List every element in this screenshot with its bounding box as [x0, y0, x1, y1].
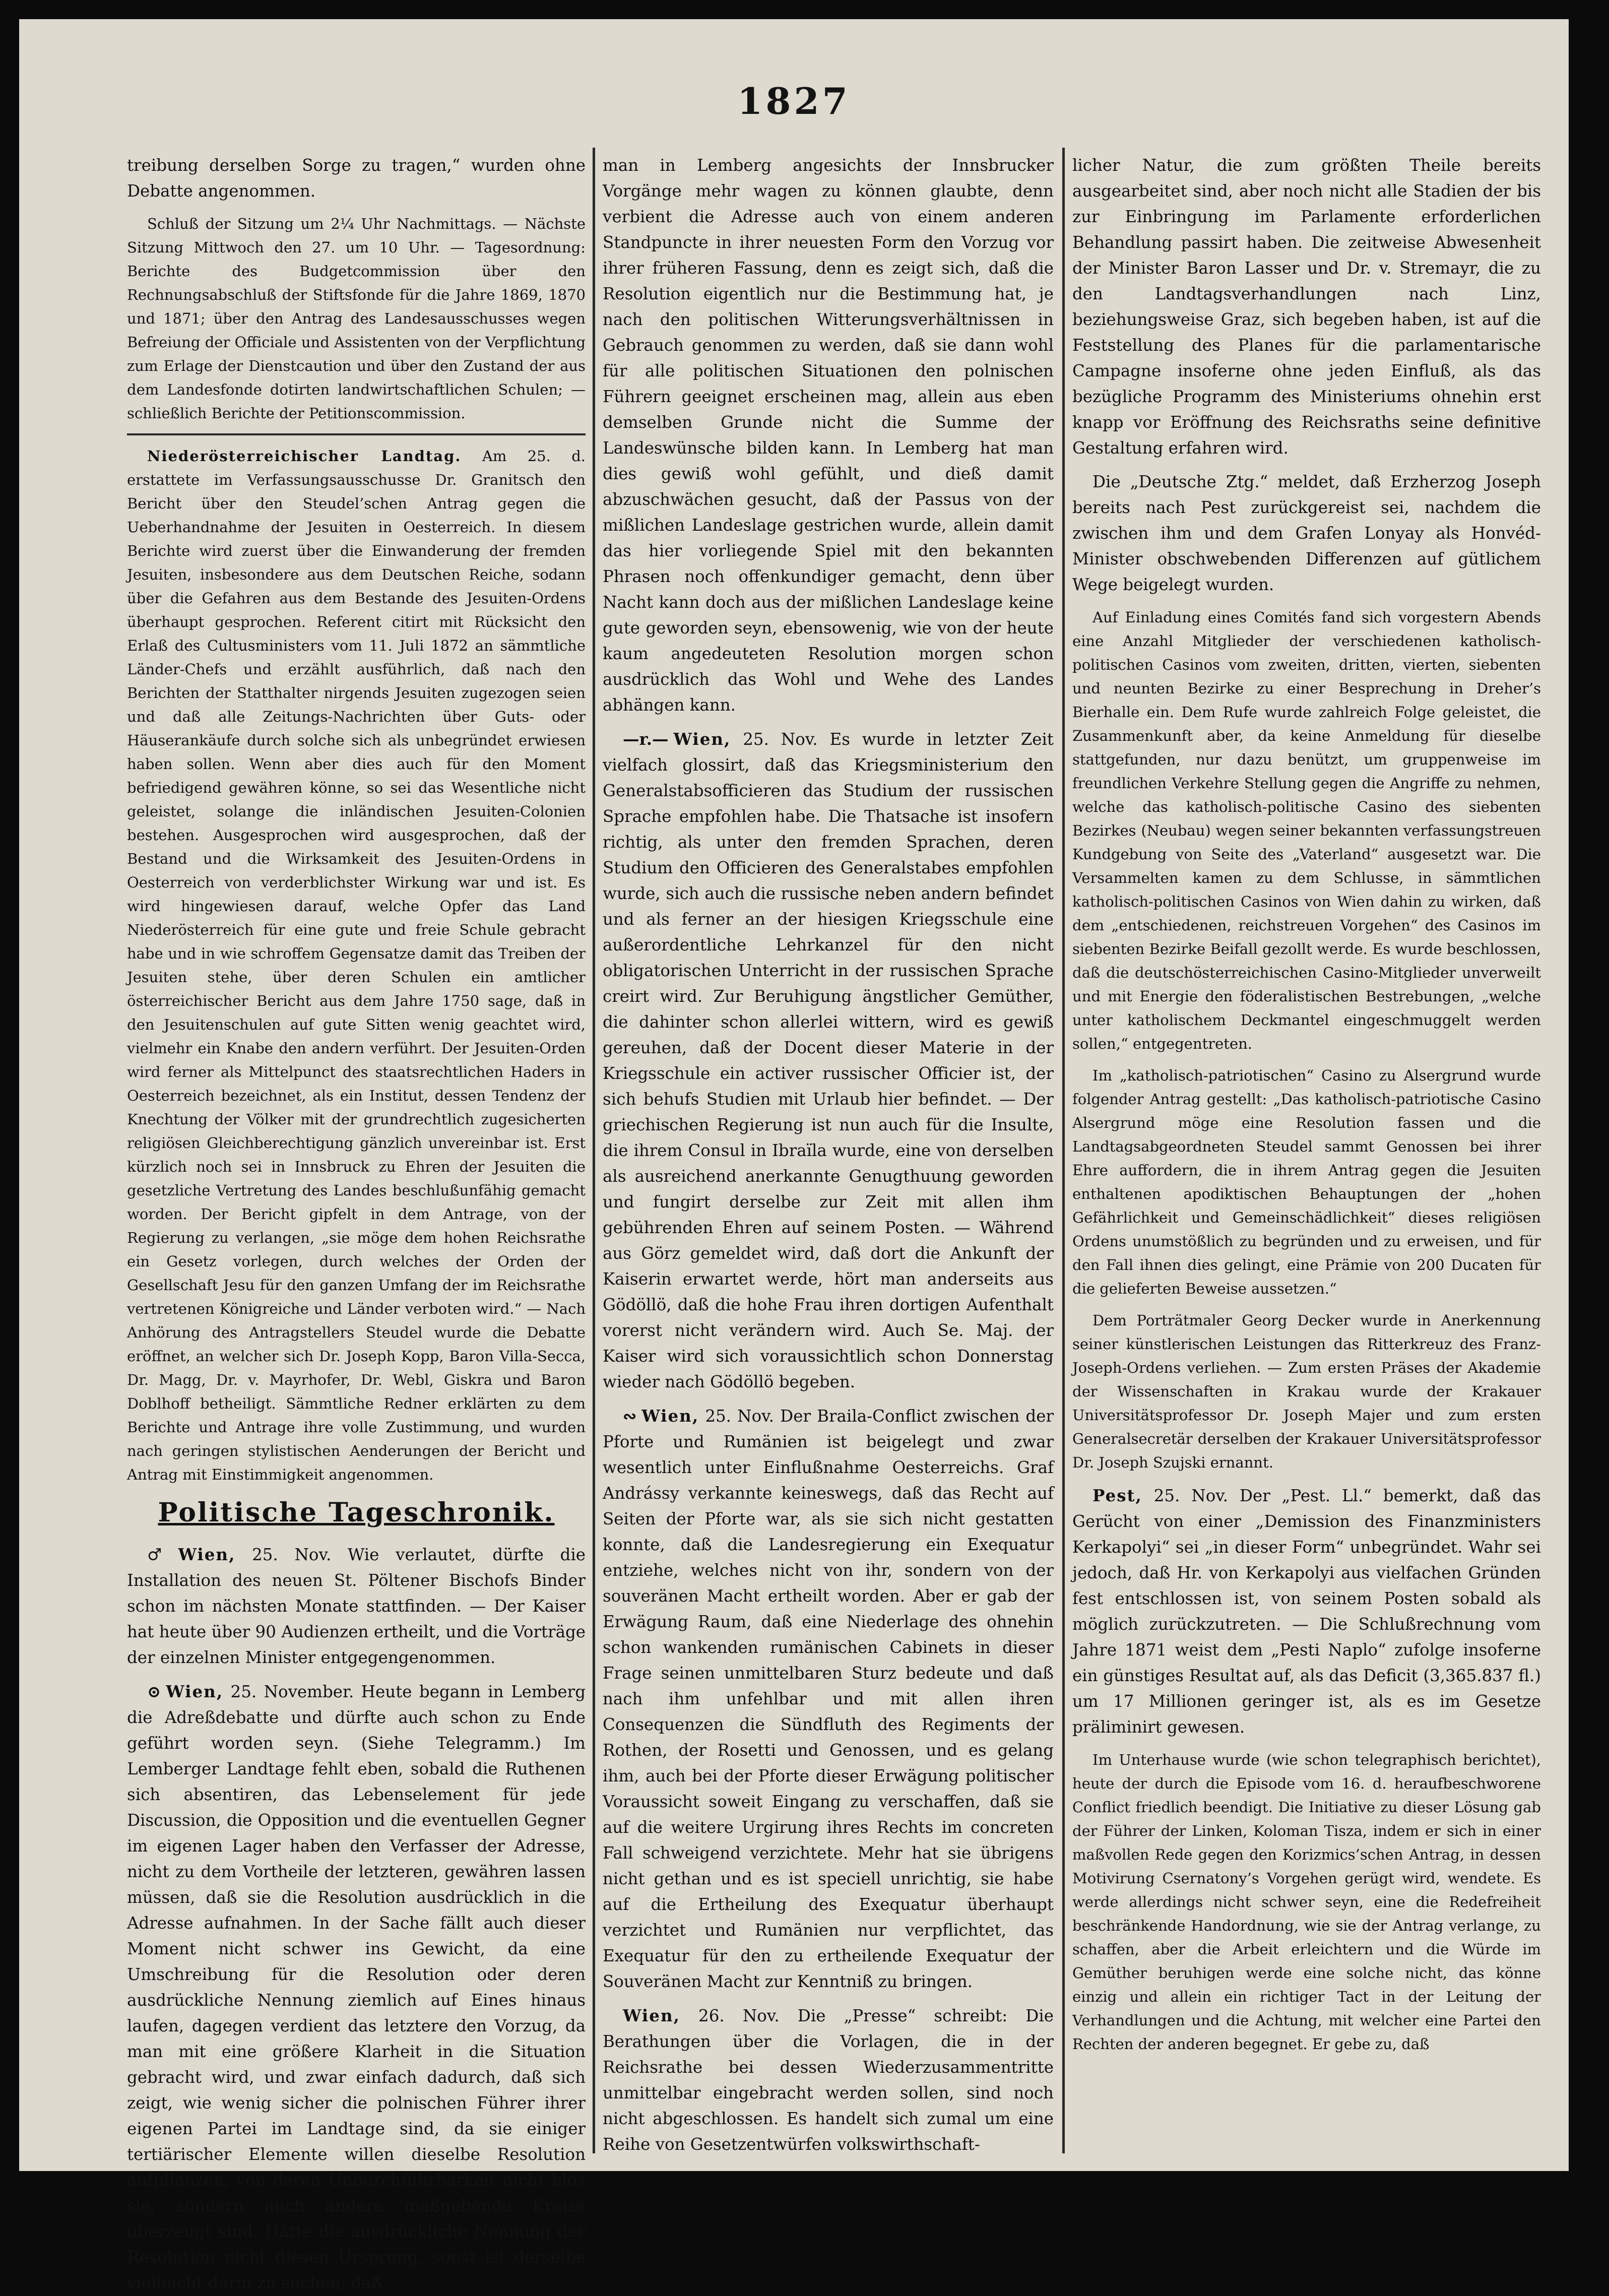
dateline-place: Wien,	[178, 1545, 236, 1564]
dateline-place: Pest,	[1092, 1486, 1142, 1505]
dateline-place: Wien,	[641, 1406, 699, 1426]
section-heading: Politische Tageschronik.	[158, 1497, 555, 1528]
paragraph: man in Lemberg angesichts der Innsbrucker Vorgänge mehr wagen zu können glaubte, denn verbient die Adresse auch von einem anderen Standpuncte in ihrer neuesten Form den Vorzug vor ihrer früheren Fassung, denn es zeigt sich, daß die Resolution eigentlich nur die Bestimmung hat, je nach den politischen Witterungsverhältnissen in Gebrauch genommen zu werden, daß sie dann wohl für alle politischen Situationen den polnischen Führern geeignet erscheinen mag, allein aus eben demselben Grunde nicht die Summe der Landeswünsche bilden kann. In Lemberg hat man dies gewiß wohl gefühlt, und dieß damit abzuschwächen gesucht, daß der Passus von der mißlichen Landeslage gestrichen wurde, allein damit das hier vorliegende Spiel mit den bekannten Phrasen noch offenkundiger gemacht, denn über Nacht kann doch aus der mißlichen Landeslage keine gute geworden seyn, ebensowenig, wie von der heute kaum angedeuteten Resolution morgen schon ausdrücklich das Wohl und Wehe des Landes abhängen kann.	[603, 156, 1054, 715]
correspondent-mark: —r.—	[623, 729, 669, 749]
article-body: Am 25. d. erstattete im Verfassungsausschusse Dr. Granitsch den Bericht über den Steudel’schen Antrag gegen die Ueberhandnahme der Jesuiten in Oesterreich. In diesem Berichte wird zuerst über die Einwanderung der fremden Jesuiten, insbesondere aus dem Deutschen Reiche, sodann über die Gefahren aus dem Bestande des Jesuiten-Ordens überhaupt gesprochen. Referent citirt mit Rücksicht den Erlaß des Cultusministers vom 11. Juli 1872 an sämmtliche Länder-Chefs und erzählt ausführlich, daß nach den Berichten der Statthalter nirgends Jesuiten zugezogen seien und daß alle Zeitungs-Nachrichten über Guts- oder Häuserankäufe durch solche sich als unbegründet erwiesen haben sollen. Wenn aber dies auch für den Moment befriedigend gewähren könne, so sei das Wesentliche nicht geleistet, solange die inländischen Jesuiten-Colonien bestehen. Ausgesprochen wird ausgesprochen, daß der Bestand und die Wirksamkeit des Jesuiten-Ordens in Oesterreich von verderblichster Wirkung war und ist. Es wird hingewiesen darauf, welche Opfer das Land Niederösterreich für eine gute und freie Schule gebracht habe und in wie schroffem Gegensatze damit das Treiben der Jesuiten stehe, über deren Schulen ein amtlicher österreichischer Bericht aus dem Jahre 1750 sage, daß in den Jesuitenschulen auf gute Sitten wenig geachtet wird, vielmehr ein Knabe den andern verführt. Der Jesuiten-Orden wird ferner als Mittelpunct des staatsrechtlichen Haders in Oesterreich bezeichnet, als ein Institut, dessen Tendenz der Knechtung der Völker mit der grundrechtlich zugesicherten religiösen Gleichberechtigung gänzlich unvereinbar ist. Erst kürzlich noch sei in Innsbruck zu Ehren der Jesuiten die gesetzliche Vertretung des Landes beschlußunfähig gemacht worden. Der Bericht gipfelt in dem Antrage, von der Regierung zu verlangen, „sie möge dem hohen Reichsrathe ein Gesetz vorlegen, durch welches der Orden der Gesellschaft Jesu für den ganzen Umfang der im Reichsrathe vertretenen Königreiche und Länder verboten wird.“ — Nach Anhörung des Antragstellers Steudel wurde die Debatte eröffnet, an welcher sich Dr. Joseph Kopp, Baron Villa-Secca, Dr. Magg, Dr. v. Mayrhofer, Dr. Webl, Giskra und Baron Doblhoff betheiligt. Sämmtliche Redner erklärten zu dem Berichte und Antrage ihre volle Zustimmung, und wurden nach geringen stylistischen Aenderungen der Bericht und Antrag mit Einstimmigkeit angenommen.	[127, 448, 586, 1483]
page-number: 1827	[737, 80, 851, 122]
paragraph: Schluß der Sitzung um 2¼ Uhr Nachmittags. — Nächste Sitzung Mittwoch den 27. um 10 Uhr. — Tagesordnung: Berichte des Budgetcommission über den Rechnungsabschluß der Stiftsfonde für die Jahre 1869, 1870 und 1871; über den Antrag des Landesausschusses wegen Befreiung der Officiale und Assistenten von der Verpflichtung zum Erlage der Dienstcaution und über den Zustand der aus dem Landesfonde dotirten landwirtschaftlichen Schulen; — schließlich Berichte der Petitionscommission.	[127, 215, 586, 422]
newspaper-page	[19, 19, 1569, 2292]
paragraph: Im „katholisch-patriotischen“ Casino zu Alsergrund wurde folgender Antrag gestellt: „Das katholisch-patriotische Casino Alsergrund möge eine Resolution fassen und die Landtagsabgeordneten Steudel sammt Genossen bei ihrer Ehre auffordern, die in ihrem Antrag gegen die Jesuiten enthaltenen apodiktischen Behauptungen der „hohen Gefährlichkeit und Gemeinschädlichkeit“ dieses religiösen Ordens unumstößlich zu begründen und zu erweisen, und für den Fall ihnen dies gelingt, eine Prämie von 200 Ducaten für die gelieferten Beweise aussetzen.“	[1072, 1067, 1541, 1297]
paragraph: Auf Einladung eines Comités fand sich vorgestern Abends eine Anzahl Mitglieder der verschiedenen katholisch-politischen Casinos vom zweiten, dritten, vierten, siebenten und neunten Bezirke zu einer Besprechung in Dreher’s Bierhalle ein. Dem Rufe wurde zahlreich Folge geleistet, die Zusammenkunft aber, da keine Anmeldung für dieselbe stattgefunden, nur dazu benützt, um gruppenweise im freundlichen Verkehre Stellung gegen die Angriffe zu nehmen, welche das katholisch-politische Casino des siebenten Bezirkes (Neubau) wegen seiner bekannten verfassungstreuen Kundgebung von Seite des „Vaterland“ ausgesetzt war. Die Versammelten kamen zu dem Schlusse, in sämmtlichen katholisch-politischen Casinos von Wien dahin zu wirken, daß dem „entschiedenen, reichstreuen Vorgehen“ des Casinos im siebenten Bezirke Beifall gezollt werde. Es wurde beschlossen, daß die deutschösterreichischen Casino-Mitglieder unverweilt und mit Energie den föderalistischen Bestrebungen, „welche unter katholischem Deckmantel eingeschmuggelt werden sollen,“ entgegentreten.	[1072, 609, 1541, 1052]
column-divider	[593, 148, 595, 2153]
article-pest	[1072, 1483, 1541, 1740]
article-body: 25. Nov. Wie verlautet, dürfte die Installation des neuen St. Pöltener Bischofs Binder schon im nächsten Monate stattfinden. — Der Kaiser hat heute über 90 Audienzen ertheilt, und die Vorträge der einzelnen Minister entgegengenommen.	[127, 1545, 586, 1667]
article-body: 25. Nov. Der Braila-Conflict zwischen der Pforte und Rumänien ist beigelegt und zwar wesentlich unter Einflußnahme Oesterreichs. Graf Andrássy verkannte keineswegs, daß das Recht auf Seiten der Pforte war, als sie sich nicht gestatten konnte, daß die Landesregierung ein Exequatur entziehe, welches nicht von ihr, sondern von der souveränen Macht ertheilt worden. Aber er gab der Erwägung Raum, daß eine Niederlage des ohnehin schon wankenden rumänischen Cabinets in dieser Frage seinen unmittelbaren Sturz bedeute und daß nach ihm unfehlbar und mit allen ihren Consequenzen die Sündfluth des Regiments der Rothen, der Rosetti und Genossen, und es gelang ihm, auch bei der Pforte dieser Erwägung politischer Voraussicht soweit Eingang zu verschaffen, daß sie auf die weitere Urgirung ihres Rechts im concreten Fall schweigend verzichtete. Mehr hat sie übrigens nicht gethan und es ist speciell unrichtig, sie habe auf die Ertheilung des Exequatur überhaupt verzichtet und Rumänien nur verpflichtet, das Exequatur für den zu ertheilende Exequatur der Souveränen Macht zur Kenntniß zu bringen.	[603, 1407, 1054, 1991]
article-landtag	[127, 444, 586, 1487]
dateline-place: Wien,	[166, 1682, 224, 1701]
paragraph: Im Unterhause wurde (wie schon telegraphisch berichtet), heute der durch die Episode vom 16. d. heraufbeschworene Conflict friedlich beendigt. Die Initiative zu dieser Lösung gab der Führer der Linken, Koloman Tisza, indem er sich in einer maßvollen Rede gegen den Korizmics’schen Antrag, in dessen Motivirung Csernatony’s Vorgehen gerügt wird, wendete. Es werde allerdings nicht schwer seyn, eine die Redefreiheit beschränkende Handordnung, wie sie der Antrag verlange, zu schaffen, aber die Arbeit erleichtern und die Würde im Gemüther beruhigen werde eine solche nicht, das könne einzig und allein ein richtiger Tact in der Leitung der Verhandlungen und die Achtung, mit welcher eine Partei den Rechten der anderen begegnet. Er gebe zu, daß	[1072, 1751, 1541, 2053]
article-lead: Niederösterreichischer Landtag.	[147, 448, 462, 465]
article-body: 26. Nov. Die „Presse“ schreibt: Die Berathungen über die Vorlagen, die in der Reichsrathe bei dessen Wiederzusammentritte unmittelbar eingebracht werden sollen, sind noch nicht abgeschlossen. Es handelt sich zumal um eine Reihe von Gesetzentwürfen volkswirthschaft-	[603, 2006, 1054, 2154]
paragraph: Dem Porträtmaler Georg Decker wurde in Anerkennung seiner künstlerischen Leistungen das Ritterkreuz des Franz-Joseph-Ordens verliehen. — Zum ersten Präses der Akademie der Wissenschaften in Krakau wurde der Krakauer Universitätsprofessor Dr. Joseph Majer und zum ersten Generalsecretär derselben der Krakauer Universitätsprofessor Dr. Joseph Szujski ernannt.	[1072, 1312, 1541, 1471]
column-1	[127, 153, 586, 2292]
section-separator	[127, 433, 586, 435]
article-wien-3	[603, 726, 1054, 1395]
column-3	[1072, 153, 1541, 2148]
article-wien-4	[603, 1403, 1054, 1995]
article-body: 25. Nov. Es wurde in letzter Zeit vielfach glossirt, daß das Kriegsministerium den Generalstabsofficieren das Studium der russischen Sprache empfohlen habe. Die Thatsache ist insofern richtig, als unter den fremden Sprachen, deren Studium den Officieren des Generalstabes empfohlen wurde, sich auch die russische neben andern befindet und als ferner an der hiesigen Kriegsschule eine außerordentliche Lehrkanzel für den nicht obligatorischen Unterricht in der russischen Sprache creirt wird. Zur Beruhigung ängstlicher Gemüther, die dahinter schon allerlei wittern, wird es gewiß gereuhen, daß der Docent dieser Materie in der Kriegsschule ein activer russischer Officier ist, der sich behufs Studien mit Urlaub hier befindet. — Der griechischen Regierung ist nun auch für die Insulte, die ihrem Consul in Ibraïla wurde, eine von derselben als ausreichend anerkannte Genugthuung geworden und fungirt derselbe zur Zeit mit allen ihm gebührenden Ehren auf seinem Posten. — Während aus Görz gemeldet wird, daß dort die Ankunft der Kaiserin erwartet werde, hört man anderseits aus Gödöllö, daß die hohe Frau ihren dortigen Aufenthalt vorerst nicht verändern wird. Auch Se. Maj. der Kaiser wird sich voraussichtlich schon Donnerstag wieder nach Gödöllö begeben.	[603, 730, 1054, 1391]
column-2	[603, 153, 1054, 2154]
correspondent-mark: ∾	[623, 1406, 637, 1426]
column-divider	[1062, 148, 1065, 2153]
article-body: 25. November. Heute begann in Lemberg die Adreßdebatte und dürfte auch schon zu Ende geführt worden seyn. (Siehe Telegramm.) Im Lemberger Landtage fehlt eben, sobald die Ruthenen sich absentiren, das Lebenselement für jede Discussion, die Opposition und die eventuellen Gegner im eigenen Lager haben den Verfasser der Adresse, nicht zu dem Vortheile der letzteren, gewähren lassen müssen, daß sie die Resolution ausdrücklich in die Adresse aufnahmen. In der Sache fällt auch dieser Moment nicht schwer ins Gewicht, da eine Umschreibung für die Resolution oder deren ausdrückliche Nennung ziemlich auf Eines hinaus laufen, dagegen verdient das letztere den Vorzug, da man mit eine größere Klarheit in die Situation gebracht wird, und zwar einfach dadurch, daß sich zeigt, wie wenig sicher die polnischen Führer ihrer eigenen Partei im Landtage sind, da sie einiger tertiärischer Elemente willen dieselbe Resolution aufpflanzen, von deren Unburchführbarkeit nicht blos sie, sondern auch andere maßgebende Kreise überzeugt sind. Hätte die ausdrückliche Nennung der Resolution nicht diesen Ursprung, sonst ist derselbe vielleicht darin zu suchen, daß	[127, 1682, 586, 2292]
article-wien-5	[603, 2003, 1054, 2157]
paragraph: licher Natur, die zum größten Theile bereits ausgearbeitet sind, aber noch nicht alle Stadien der bis zur Einbringung im Parlamente erforderlichen Behandlung passirt haben. Die zeitweise Abwesenheit der Minister Baron Lasser und Dr. v. Stremayr, die zu den Landtagsverhandlungen nach Linz, beziehungsweise Graz, sich begeben haben, ist auf die Feststellung des Planes für die parlamentarische Campagne insoferne ohne jeden Einfluß, als das bezügliche Programm des Ministeriums ohnehin erst knapp vor Eröffnung des Reichsraths seine definitive Gestaltung erfahren wird.	[1072, 156, 1541, 458]
correspondent-mark: ♂	[147, 1545, 173, 1564]
article-wien-2	[127, 1679, 586, 2296]
article-wien-1	[127, 1542, 586, 1671]
correspondent-mark: ⊙	[147, 1682, 161, 1701]
dateline-place: Wien,	[673, 729, 731, 749]
paragraph: treibung derselben Sorge zu tragen,“ wurden ohne Debatte angenommen.	[127, 156, 586, 201]
paragraph: Die „Deutsche Ztg.“ meldet, daß Erzherzog Joseph bereits nach Pest zurückgereist sei, nachdem die zwischen ihm und dem Grafen Lonyay als Honvéd-Minister obschwebenden Differenzen auf gütlichem Wege beigelegt wurden.	[1072, 472, 1541, 594]
dateline-place: Wien,	[623, 2006, 680, 2025]
article-body: 25. Nov. Der „Pest. Ll.“ bemerkt, daß das Gerücht von einer „Demission des Finanzministers Kerkapolyi“ sei „in dieser Form“ unbegründet. Wahr sei jedoch, daß Hr. von Kerkapolyi aus vielfachen Gründen fest entschlossen ist, von seinem Posten sobald als möglich zurückzutreten. — Die Schlußrechnung vom Jahre 1871 weist dem „Pesti Naplo“ zufolge insoferne ein günstiges Resultat auf, als das Deficit (3,365.837 fl.) um 17 Millionen geringer ist, als es im Gesetze präliminirt gewesen.	[1072, 1486, 1541, 1737]
